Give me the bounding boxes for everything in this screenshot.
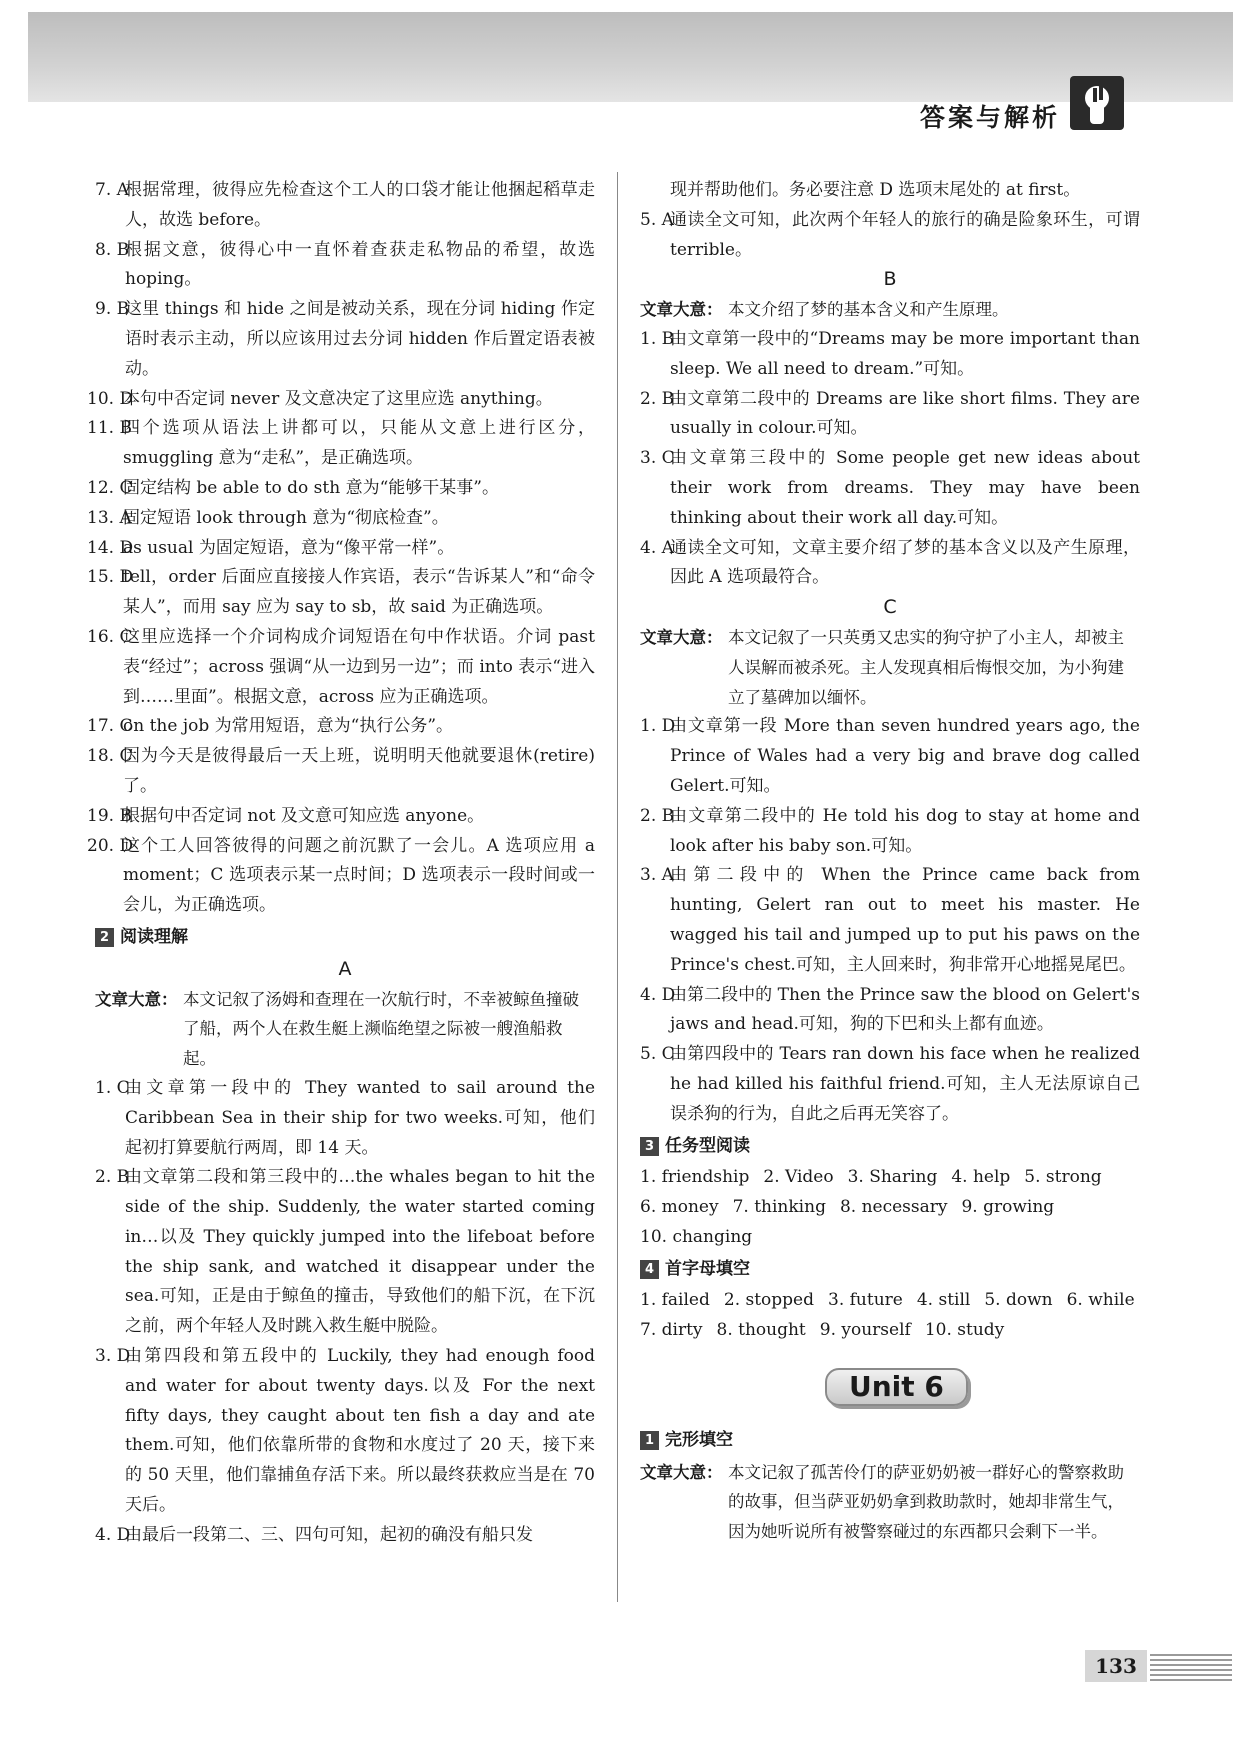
answer-text: 固定结构 be able to do sth 意为“能够干某事”。 — [123, 477, 499, 498]
continuation-text — [640, 176, 1140, 206]
summary-label: 文章大意： — [640, 1462, 723, 1482]
answer-item — [87, 802, 595, 832]
answer-word: 5. strong — [1024, 1167, 1102, 1188]
answer-item — [87, 504, 595, 534]
answer-word: 4. still — [916, 1290, 971, 1311]
section-heading-cloze — [640, 1426, 1140, 1456]
answer-num: 11. B — [87, 418, 132, 439]
answer-item — [87, 832, 595, 921]
passage-summary — [640, 295, 1140, 325]
answer-text: 由第二段中的 Then the Prince saw the blood on Gelert's jaws and head.可知，狗的下巴和头上都有血迹。 — [670, 984, 1140, 1035]
answer-num: 19. B — [87, 805, 132, 826]
answer-item — [640, 385, 1140, 445]
task-reading-answers — [640, 1163, 1140, 1252]
answer-item — [95, 176, 595, 236]
answer-item — [95, 1521, 595, 1551]
answer-num: 1. C — [95, 1077, 130, 1098]
column-divider — [617, 172, 618, 1602]
section-number: 4 — [640, 1260, 659, 1279]
section-title: 首字母填空 — [665, 1258, 750, 1279]
section-number: 1 — [640, 1431, 659, 1450]
answer-num: 3. D — [95, 1346, 131, 1367]
answer-word: 9. growing — [961, 1197, 1055, 1218]
left-column — [87, 176, 595, 1551]
answer-word: 6. money — [640, 1197, 719, 1218]
answer-text: 由文章第三段中的 Some people get new ideas about their work from dreams. They may have been thinking about their work all day.可知。 — [670, 448, 1140, 528]
right-column — [640, 176, 1140, 1547]
summary-text: 本文记叙了一只英勇又忠实的狗守护了小主人，却被主人误解而被杀死。主人发现真相后悔恨交加，为小狗建立了墓碑加以缅怀。 — [728, 627, 1124, 707]
answer-text: 因为今天是彼得最后一天上班，说明明天他就要退休(retire)了。 — [123, 746, 595, 796]
answer-item — [87, 414, 595, 474]
answer-item — [640, 802, 1140, 862]
answer-text: 这里应选择一个介词构成介词短语在句中作状语。介词 past 表“经过”；across 强调“从一边到另一边”；而 into 表示“进入到……里面”。根据文意，across 应为正确选项。 — [123, 626, 595, 707]
summary-label: 文章大意： — [640, 300, 723, 320]
answer-num: 2. B — [640, 805, 675, 826]
answer-item — [87, 712, 595, 742]
answer-item — [95, 236, 595, 296]
summary-label: 文章大意： — [95, 989, 178, 1009]
answer-text: 通读全文可知，此次两个年轻人的旅行的确是险象环生，可谓 terrible。 — [670, 209, 1140, 260]
answer-word: 4. help — [951, 1167, 1011, 1188]
answer-num: 20. D — [87, 835, 134, 856]
answer-text: 由文章第一段中的 They wanted to sail around the Caribbean Sea in their ship for two weeks.可知，他们起初打算要航行两周，即 14 天。 — [125, 1077, 595, 1158]
page-number-decoration — [1150, 1654, 1232, 1682]
answer-num: 12. C — [87, 477, 133, 498]
answer-num: 18. C — [87, 746, 133, 767]
answer-word: 8. thought — [716, 1320, 806, 1341]
answer-num: 5. C — [640, 1044, 675, 1065]
answer-num: 13. A — [87, 507, 132, 528]
answer-text: 由文章第一段中的“Dreams may be more important than sleep. We all need to dream.”可知。 — [670, 328, 1140, 379]
section-title: 任务型阅读 — [665, 1135, 750, 1156]
answer-item — [95, 295, 595, 384]
answer-word: 10. changing — [640, 1226, 753, 1247]
section-number: 2 — [95, 928, 114, 947]
answer-num: 5. A — [640, 209, 674, 230]
answer-text: 由第四段中的 Tears ran down his face when he realized he had killed his faithful friend.可知，主人无法原谅自己误杀狗的行为，自此之后再无笑容了。 — [670, 1044, 1140, 1124]
answer-num: 7. A — [95, 180, 129, 200]
hand-logo-icon — [1070, 76, 1124, 130]
answer-text: 由文章第二段中的 He told his dog to stay at home and look after his baby son.可知。 — [670, 805, 1140, 856]
answer-num: 3. A — [640, 865, 674, 886]
answer-text: 这里 things 和 hide 之间是被动关系，现在分词 hiding 作定语时表示主动，所以应该用过去分词 hidden 作后置定语表被动。 — [125, 299, 595, 379]
answer-word: 1. failed — [640, 1290, 710, 1311]
answer-item — [87, 534, 595, 564]
answer-word: 3. Sharing — [847, 1167, 938, 1188]
answer-num: 9. B — [95, 299, 130, 320]
answer-text: 由第四段和第五段中的 Luckily, they had enough food and water for about twenty days.以及 For the next fifty days, they caught about ten fish a day and ate them.可知，他们依靠所带的食物和水度过了 20 天，接下来的 50 天里，他们靠捕鱼存活下来。所以最终获救应当是在 70 天后。 — [125, 1346, 595, 1516]
answer-text: 四个选项从语法上讲都可以，只能从文意上进行区分，smuggling 意为“走私”，是正确选项。 — [123, 418, 595, 469]
answer-text: tell，order 后面应直接接人作宾语，表示“告诉某人”和“命令某人”，而用 say 应为 say to sb，故 said 为正确选项。 — [123, 567, 595, 618]
summary-text: 本文介绍了梦的基本含义和产生原理。 — [728, 300, 1009, 320]
answer-text: 根据句中否定词 not 及文意可知应选 anyone。 — [123, 805, 485, 826]
answer-item — [87, 563, 595, 623]
section-heading-reading — [95, 923, 595, 953]
answer-text: 固定短语 look through 意为“彻底检查”。 — [123, 507, 449, 528]
answer-item — [640, 444, 1140, 533]
passage-summary — [640, 623, 1140, 712]
answer-num: 4. D — [640, 984, 676, 1005]
answer-text: 由最后一段第二、三、四句可知，起初的确没有船只发 — [125, 1524, 533, 1545]
answer-item — [640, 325, 1140, 385]
section-title: 完形填空 — [665, 1429, 733, 1450]
header-title: 答案与解析 — [920, 103, 1061, 132]
answer-word: 8. necessary — [839, 1197, 948, 1218]
answer-text: 这个工人回答彼得的问题之前沉默了一会儿。A 选项应用 a moment；C 选项表示某一点时间；D 选项表示一段时间或一会儿，为正确选项。 — [123, 835, 595, 916]
answer-word: 10. study — [924, 1320, 1005, 1341]
answer-num: 16. C — [87, 626, 133, 647]
answer-item — [640, 534, 1140, 594]
answer-item — [640, 712, 1140, 801]
summary-text: 本文记叙了孤苦伶仃的萨亚奶奶被一群好心的警察救助的故事，但当萨亚奶奶拿到救助款时，她却非常生气，因为她听说所有被警察碰过的东西都只会剩下一半。 — [728, 1462, 1124, 1542]
passage-letter-c: C — [883, 596, 897, 619]
answer-word: 5. down — [984, 1290, 1053, 1311]
answer-num: 2. B — [95, 1167, 130, 1188]
answer-num: 4. A — [640, 537, 674, 558]
answer-item — [87, 742, 595, 802]
answer-word: 7. dirty — [640, 1320, 703, 1341]
answer-num: 1. D — [640, 716, 676, 737]
answer-num: 17. C — [87, 716, 133, 737]
unit-badge: Unit 6 — [825, 1368, 968, 1406]
passage-letter-b: B — [883, 268, 897, 291]
answer-word: 6. while — [1066, 1290, 1135, 1311]
answer-word: 3. future — [828, 1290, 903, 1311]
answer-text: 由文章第一段 More than seven hundred years ago, the Prince of Wales had a very big and brave dog called Gelert.可知。 — [670, 716, 1140, 796]
answer-item — [95, 1163, 595, 1342]
answer-num: 3. C — [640, 448, 675, 469]
answer-text: as usual 为固定短语，意为“像平常一样”。 — [123, 537, 455, 558]
page-number: 133 — [1085, 1650, 1147, 1682]
passage-summary — [640, 1458, 1140, 1547]
answer-text: on the job 为常用短语，意为“执行公务”。 — [123, 716, 454, 737]
answer-num: 14. D — [87, 537, 134, 558]
summary-label: 文章大意： — [640, 627, 723, 647]
answer-word: 1. friendship — [640, 1167, 750, 1188]
answer-text: 根据文意，彼得心中一直怀着查获走私物品的希望，故选 hoping。 — [125, 239, 595, 290]
answer-num: 15. D — [87, 567, 134, 588]
answer-text: 本句中否定词 never 及文意决定了这里应选 anything。 — [123, 388, 553, 409]
answer-word: 2. Video — [763, 1167, 834, 1188]
answer-word: 9. yourself — [819, 1320, 911, 1341]
answer-text: 通读全文可知，文章主要介绍了梦的基本含义以及产生原理，因此 A 选项最符合。 — [670, 537, 1140, 588]
answer-num: 10. D — [87, 388, 134, 409]
section-heading-task-reading — [640, 1132, 1140, 1162]
answer-text: 由文章第二段和第三段中的…the whales began to hit the side of the ship. Suddenly, the water started coming in…以及 They quickly jumped into the lifeboat before the ship sank, and watched it disappear under the sea.可知，正是由于鲸鱼的撞击，导致他们的船下沉，在下沉之前，两个年轻人及时跳入救生艇中脱险。 — [125, 1167, 595, 1337]
answer-text: 现并帮助他们。务必要注意 D 选项末尾处的 at first。 — [670, 180, 1081, 200]
answer-num: 8. B — [95, 239, 130, 260]
answer-item — [640, 1040, 1140, 1129]
answer-word: 2. stopped — [723, 1290, 814, 1311]
answer-word: 7. thinking — [732, 1197, 826, 1218]
header-band — [28, 12, 1233, 102]
section-heading-initial-letter — [640, 1255, 1140, 1285]
answer-num: 2. B — [640, 388, 675, 409]
answer-text: 由第二段中的 When the Prince came back from hunting, Gelert ran out to meet his master. He wagged his tail and jumped up to put his paws on the Prince's chest.可知，主人回来时，狗非常开心地摇晃尾巴。 — [670, 865, 1140, 975]
passage-summary — [95, 985, 595, 1074]
initial-letter-answers — [640, 1286, 1140, 1346]
answer-item — [87, 474, 595, 504]
answer-item — [87, 385, 595, 415]
section-title: 阅读理解 — [120, 926, 188, 947]
summary-text: 本文记叙了汤姆和查理在一次航行时，不幸被鲸鱼撞破了船，两个人在救生艇上濒临绝望之际被一艘渔船救起。 — [183, 989, 579, 1069]
answer-text: 根据常理，彼得应先检查这个工人的口袋才能让他捆起稻草走人，故选 before。 — [125, 180, 595, 230]
answer-item — [87, 623, 595, 712]
answer-item — [640, 981, 1140, 1041]
answer-item — [95, 1074, 595, 1163]
answer-num: 1. B — [640, 328, 675, 349]
answer-item — [640, 206, 1140, 266]
section-number: 3 — [640, 1137, 659, 1156]
answer-num: 4. D — [95, 1524, 131, 1545]
answer-item — [640, 861, 1140, 980]
left-items — [87, 176, 595, 921]
answer-text: 由文章第二段中的 Dreams are like short films. They are usually in colour.可知。 — [670, 388, 1140, 439]
answer-item — [95, 1342, 595, 1521]
passage-letter-a: A — [338, 957, 352, 980]
